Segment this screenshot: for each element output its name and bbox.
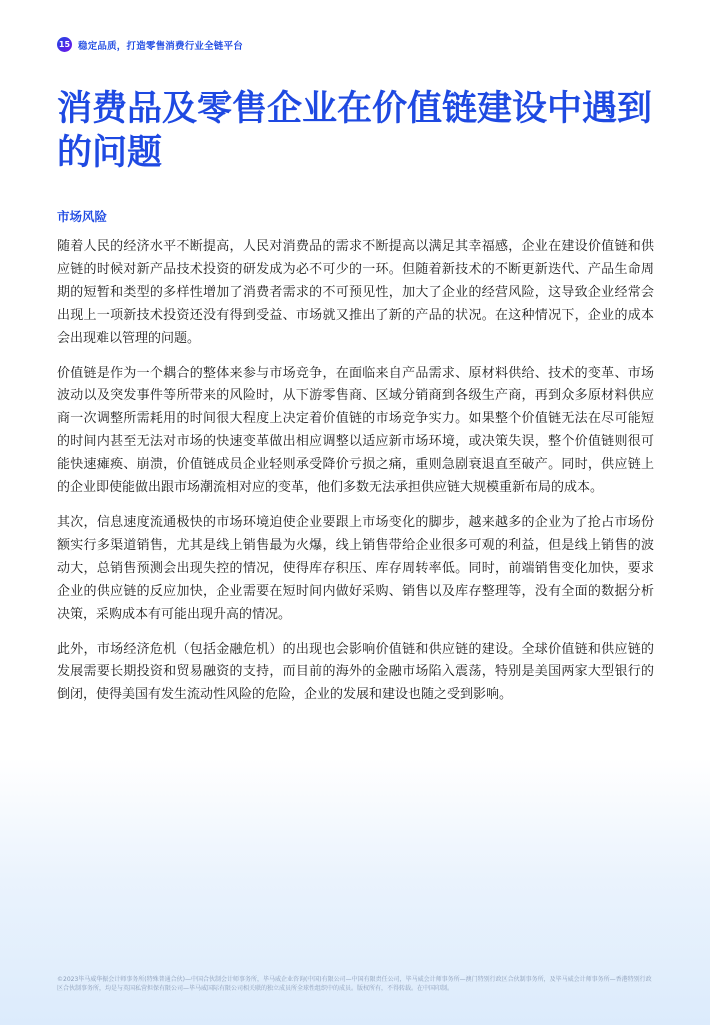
paragraph-1: 随着人民的经济水平不断提高，人民对消费品的需求不断提高以满足其幸福感，企业在建设价值链和供应链的时候对新产品技术投资的研发成为必不可少的一环。但随着新技术的不断更新迭代、产品生命周期的短暂和类型的多样性增加了消费者需求的不可预见性，加大了企业的经营风险，这导致企业经常会出现上一项新技术投资还没有得到受益、市场就又推出了新的产品的状况。在这种情况下，企业的成本会出现难以管理的问题。 [57,239,654,346]
running-title: 稳定品质，打造零售消费行业全链平台 [78,40,243,52]
page-title: 消费品及零售企业在价值链建设中遇到的问题 [57,89,653,173]
body-text [57,236,654,719]
page-number-badge: 15 [57,37,72,52]
paragraph-4: 此外，市场经济危机（包括金融危机）的出现也会影响价值链和供应链的建设。全球价值链和供应链的发展需要长期投资和贸易融资的支持，而目前的海外的金融市场陷入震荡，特别是美国两家大型银行的倒闭，使得美国有发生流动性风险的危险，企业的发展和建设也随之受到影响。 [57,641,654,703]
running-header [57,37,243,52]
paragraph-2: 价值链是作为一个耦合的整体来参与市场竞争，在面临来自产品需求、原材料供给、技术的变革、市场波动以及突发事件等所带来的风险时，从下游零售商、区域分销商到各级生产商，再到众多原材料供应商一次调整所需耗用的时间很大程度上决定着价值链的市场竞争实力。如果整个价值链无法在尽可能短的时间内甚至无法对市场的快速变革做出相应调整以适应新市场环境，或决策失误，整个价值链则很可能快速瘫痪、崩溃，价值链成员企业轻则承受降价亏损之痛，重则急剧衰退直至破产。同时，供应链上的企业即使能做出跟市场潮流相对应的变革，他们多数无法承担供应链大规模重新布局的成本。 [57,365,654,496]
section-heading: 市场风险 [57,209,108,224]
copyright-footer: ©2023毕马威华振会计师事务所(特殊普通合伙)—中国合伙制会计师事务所，毕马威企业咨询(中国)有限公司—中国有限责任公司，毕马威会计师事务所—澳门特别行政区合伙制事务所，及毕马威会计师事务所—香港特别行政区合伙制事务所，均是与英国私营担保有限公司—毕马威国际有限公司相关联的独立成员所全球性组织中的成员。版权所有，不得转载。在中国印制。 [57,976,652,992]
paragraph-3: 其次，信息速度流通极快的市场环境迫使企业要跟上市场变化的脚步，越来越多的企业为了抢占市场份额实行多渠道销售，尤其是线上销售最为火爆，线上销售带给企业很多可观的利益，但是线上销售的波动大，总销售预测会出现失控的情况，使得库存积压、库存周转率低。同时，前端销售变化加快，要求企业的供应链的反应加快，企业需要在短时间内做好采购、销售以及库存整理等，没有全面的数据分析决策，采购成本有可能出现升高的情况。 [57,514,654,622]
